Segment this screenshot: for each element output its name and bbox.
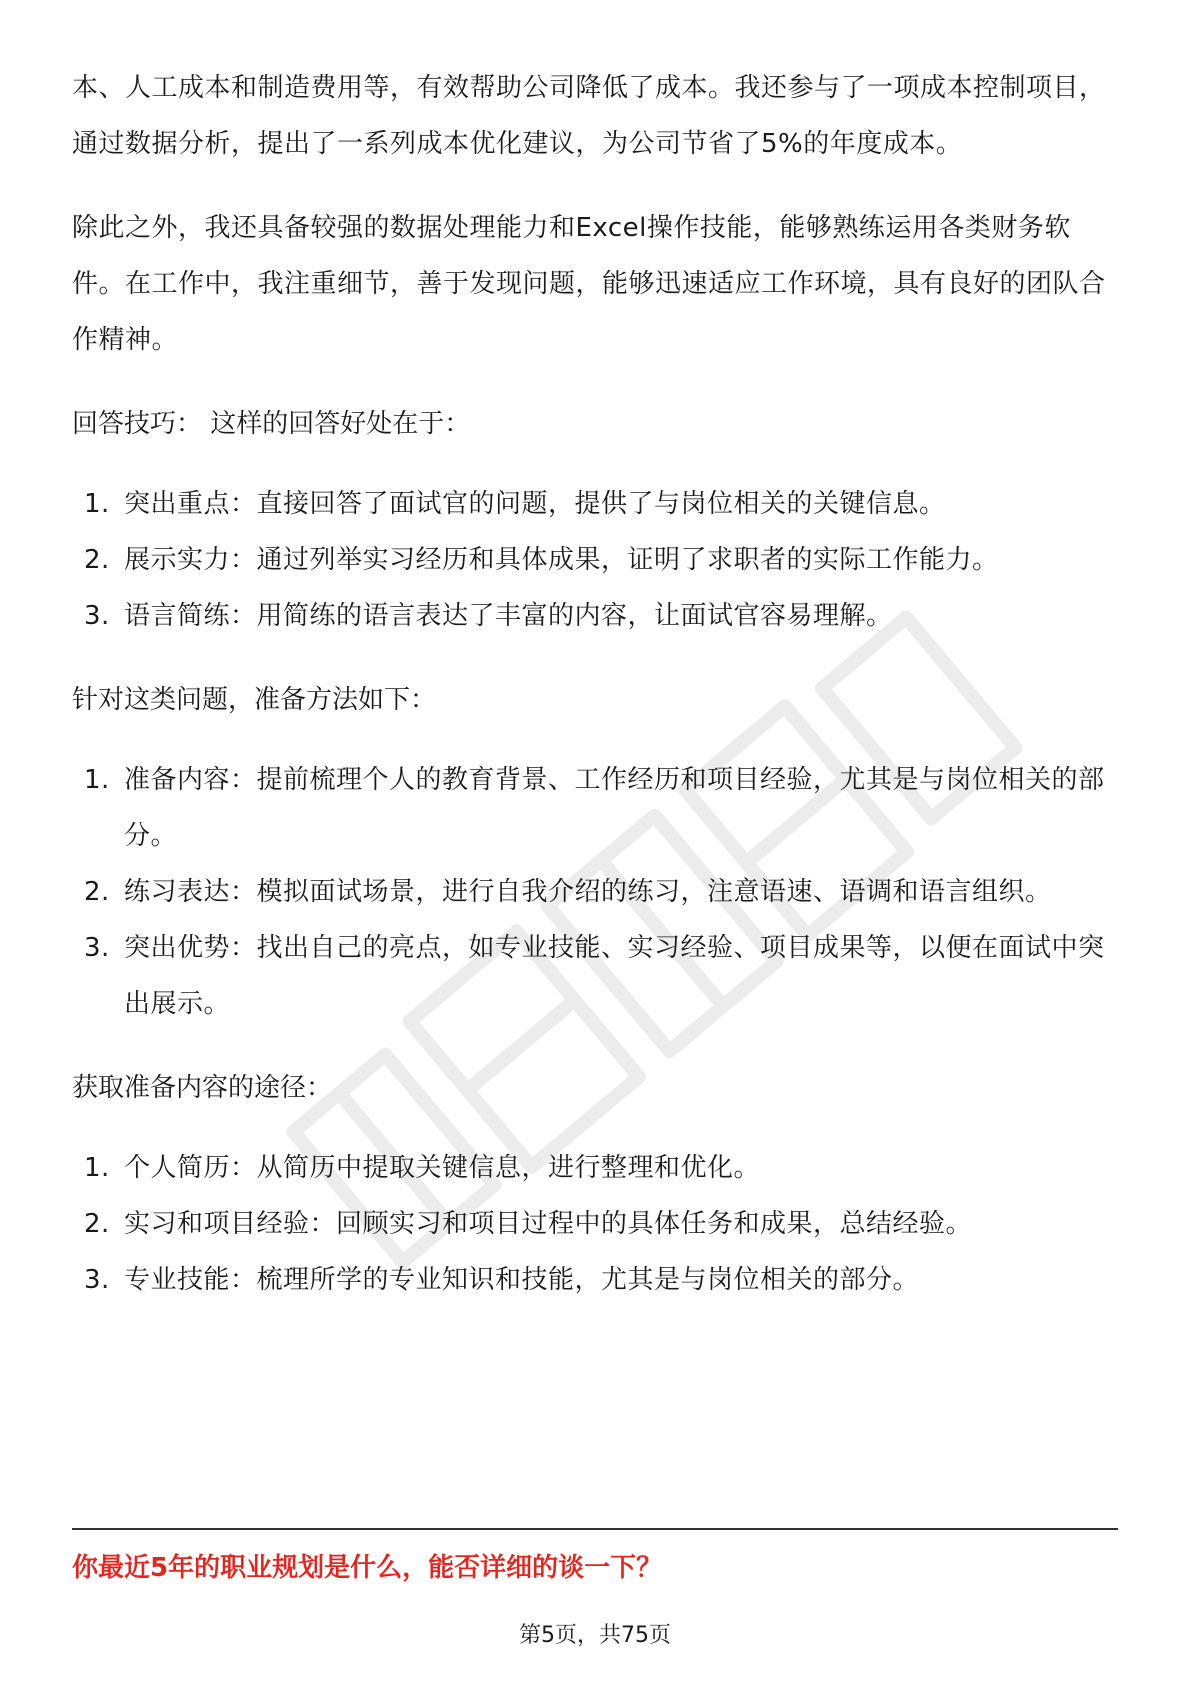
list-item <box>72 752 1118 864</box>
paragraph-cost-control: 本、人工成本和制造费用等，有效帮助公司降低了成本。我还参与了一项成本控制项目，通过数据分析，提出了一系列成本优化建议，为公司节省了5%的年度成本。 <box>72 73 1106 159</box>
list-item <box>72 1140 1118 1196</box>
list-text: 突出重点：直接回答了面试官的问题，提供了与岗位相关的关键信息。 <box>124 489 946 519</box>
tips-heading: 回答技巧： 这样的回答好处在于： <box>72 409 471 439</box>
list-item <box>72 864 1118 920</box>
paragraph-skills: 除此之外，我还具备较强的数据处理能力和Excel操作技能，能够熟练运用各类财务软件。在工作中，我注重细节，善于发现问题，能够迅速适应工作环境，具有良好的团队合作精神。 <box>72 213 1106 355</box>
list-text: 语言简练：用简练的语言表达了丰富的内容，让面试官容易理解。 <box>124 601 893 631</box>
list-number: 1. <box>84 1153 110 1183</box>
sources-list <box>72 1140 1118 1308</box>
list-item <box>72 588 1118 644</box>
list-number: 2. <box>84 1209 110 1239</box>
list-item <box>72 532 1118 588</box>
list-text: 实习和项目经验：回顾实习和项目过程中的具体任务和成果，总结经验。 <box>124 1209 973 1239</box>
list-text: 练习表达：模拟面试场景，进行自我介绍的练习，注意语速、语调和语言组织。 <box>124 877 1052 907</box>
tips-list <box>72 476 1118 644</box>
list-number: 3. <box>84 1265 110 1295</box>
list-number: 2. <box>84 545 110 575</box>
list-text: 展示实力：通过列举实习经历和具体成果，证明了求职者的实际工作能力。 <box>124 545 999 575</box>
sources-heading: 获取准备内容的途径： <box>72 1073 333 1103</box>
list-item <box>72 476 1118 532</box>
prep-heading: 针对这类问题，准备方法如下： <box>72 685 437 715</box>
list-number: 2. <box>84 877 110 907</box>
list-item <box>72 920 1118 1032</box>
list-number: 1. <box>84 489 110 519</box>
list-item <box>72 1196 1118 1252</box>
list-item <box>72 1252 1118 1308</box>
page-number-footer: 第5页，共75页 <box>519 1623 671 1648</box>
list-number: 1. <box>84 765 110 795</box>
section-divider <box>72 1528 1118 1530</box>
next-question-heading: 你最近5年的职业规划是什么，能否详细的谈一下？ <box>72 1553 663 1583</box>
list-text: 准备内容：提前梳理个人的教育背景、工作经历和项目经验，尤其是与岗位相关的部分。 <box>124 765 1105 851</box>
list-text: 专业技能：梳理所学的专业知识和技能，尤其是与岗位相关的部分。 <box>124 1265 920 1295</box>
main-content <box>72 60 1118 1336</box>
list-text: 个人简历：从简历中提取关键信息，进行整理和优化。 <box>124 1153 761 1183</box>
prep-list <box>72 752 1118 1032</box>
list-number: 3. <box>84 601 110 631</box>
list-number: 3. <box>84 933 110 963</box>
list-text: 突出优势：找出自己的亮点，如专业技能、实习经验、项目成果等，以便在面试中突出展示。 <box>124 933 1105 1019</box>
